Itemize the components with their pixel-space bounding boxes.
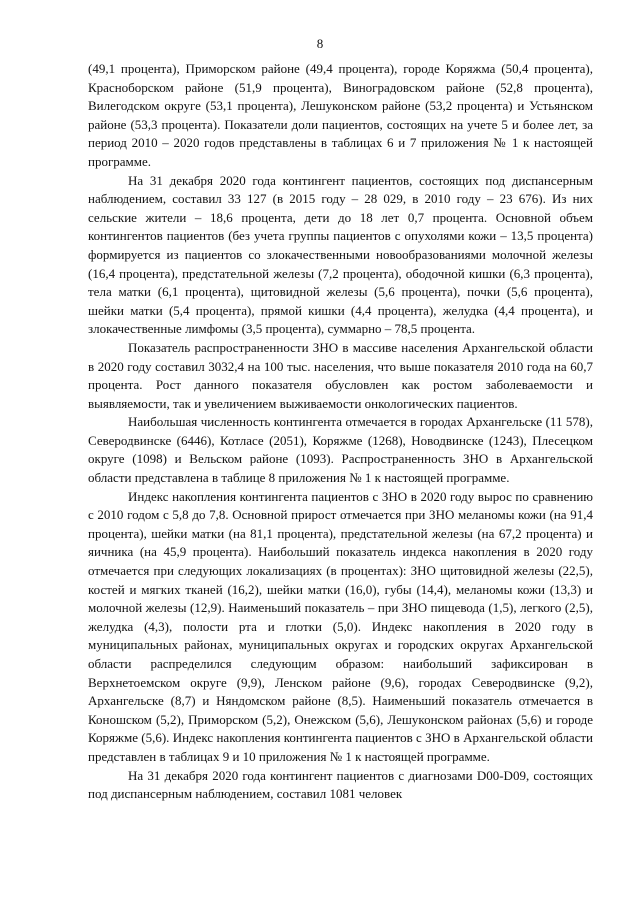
paragraph-d00-d09: На 31 декабря 2020 года контингент пациентов с диагнозами D00-D09, состоящих под диспансерным наблюдением, составил 1081 человек — [88, 767, 593, 802]
paragraph-contingent-2020: На 31 декабря 2020 года контингент пациентов, состоящих под диспансерным наблюдением, составил 33 127 (в 2015 году – 28 029, в 2010 году – 23 676). Из них сельские жители – 18,6 процента, дети до 18 лет 0,7 процента. Основной объем контингентов пациентов (без учета группы пациентов с опухолями кожи – 13,5 процента) формируется из пациентов со злокачественными новообразованиями молочной железы (16,4 процента), предстательной железы (7,2 процента), ободочной кишки (6,3 процента), тела матки (6,1 процента), щитовидной железы (5,6 процента), почки (5,6 процента), шейки матки (5,4 процента), прямой кишки (4,4 процента), желудка (4,4 процента), и злокачественные лимфомы (3,5 процента), суммарно – 78,5 процента. — [88, 172, 593, 337]
page-number: 8 — [316, 36, 324, 51]
document-body — [88, 60, 593, 804]
paragraph-district-shares: (49,1 процента), Приморском районе (49,4 процента), городе Коряжма (50,4 процента), Красноборском районе (51,9 процента), Виноградовском районе (52,8 процента), Вилегодском округе (53,1 процента), Лешуконском районе (53,2 процента) и Устьянском районе (53,3 процента). Показатели доли пациентов, состоящих на учете 5 и более лет, за период 2010 – 2020 годов представлены в таблицах 6 и 7 приложения № 1 к настоящей программе. — [88, 61, 593, 169]
paragraph-largest-contingent: Наибольшая численность контингента отмечается в городах Архангельске (11 578), Северодвинске (6446), Котласе (2051), Коряжме (1268), Новодвинске (1243), Плесецком округе (1098) и Вельском районе (1093). Распространенность ЗНО в Архангельской области представлена в таблице 8 приложения № 1 к настоящей программе. — [88, 414, 593, 486]
paragraph-accumulation-index: Индекс накопления контингента пациентов с ЗНО в 2020 году вырос по сравнению с 2010 годом с 5,8 до 7,8. Основной прирост отмечается при ЗНО меланомы кожи (на 91,4 процента), шейки матки (на 81,1 процента), предстательной железы (на 67,2 процента) и яичника (на 45,9 процента). Наибольший показатель индекса накопления в 2020 году отмечается при следующих локализациях (в процентах): ЗНО щитовидной железы (22,5), костей и мягких тканей (16,2), шейки матки (16,0), губы (14,4), меланомы кожи (13,3) и молочной железы (12,9). Наименьший показатель – при ЗНО пищевода (1,5), легкого (2,5), желудка (4,3), полости рта и глотки (5,0). Индекс накопления в 2020 году в муниципальных районах, муниципальных округах и городских округах Архангельской области распределился следующим образом: наибольший зафиксирован в Верхнетоемском округе (9,9), Ленском районе (9,6), городах Северодвинске (9,2), Архангельске (8,7) и Няндомском районе (8,5). Наименьший показатель отмечается в Коношском (5,2), Приморском (5,2), Онежском (5,6), Лешуконском районах (5,6) и городе Коряжме (5,6). Индекс накопления контингента пациентов с ЗНО в Архангельской области представлен в таблицах 9 и 10 приложения № 1 к настоящей программе. — [88, 488, 593, 764]
paragraph-prevalence: Показатель распространенности ЗНО в массиве населения Архангельской области в 2020 году составил 3032,4 на 100 тыс. населения, что выше показателя 2010 года на 60,7 процента. Рост данного показателя обусловлен как ростом заболеваемости и выявляемости, так и увеличением выживаемости онкологических пациентов. — [88, 339, 593, 411]
